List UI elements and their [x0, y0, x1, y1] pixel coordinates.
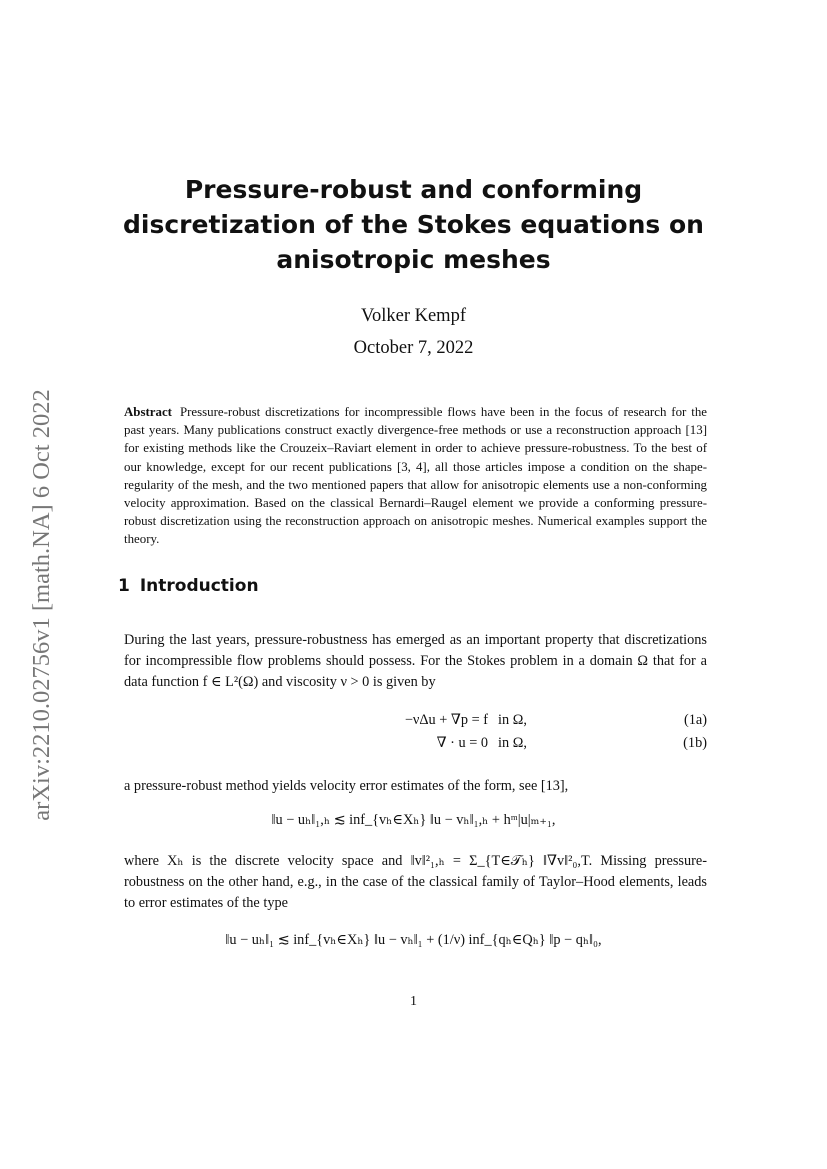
abstract-label: Abstract [124, 405, 172, 419]
equation-condition: in Ω, [498, 712, 527, 728]
author: Volker Kempf [361, 306, 466, 326]
equation: ‖u − uₕ‖₁,ₕ ≲ inf_{vₕ∈Xₕ} ‖u − vₕ‖₁,ₕ + hᵐ|u|ₘ₊₁, [271, 812, 556, 828]
section-number: 1 [118, 576, 130, 596]
abstract [124, 403, 707, 549]
equation-condition: in Ω, [498, 735, 527, 751]
title-line: anisotropic meshes [276, 245, 551, 274]
title-line: discretization of the Stokes equations on [123, 210, 704, 239]
section-heading [118, 576, 259, 596]
title-line: Pressure-robust and conforming [184, 175, 643, 204]
paragraph: During the last years, pressure-robustness has emerged as an important property that discretizations for incompressible flow problems should possess. For the Stokes problem in a domain Ω that for a data function f ∈ L²(Ω) and viscosity ν > 0 is given by [124, 632, 707, 690]
equation-lhs: ∇ · u = 0 [436, 735, 488, 751]
equation-label: (1a) [683, 712, 707, 728]
paragraph: where Xₕ is the discrete velocity space and ‖v‖²₁,ₕ = Σ_{T∈𝒯ₕ} ‖∇v‖²₀,T. Missing pressure-robustness on the other hand, e.g., in the case of the classical family of Taylor–Hood elements, leads to error estimates of the type [124, 853, 707, 911]
abstract-text: Pressure-robust discretizations for incompressible flows have been in the focus of research for the past years. Many publications construct exactly divergence-free methods or use a reconstruction approach [13] for existing methods like the Crouzeix–Raviart element in order to achieve pressure-robustness. To the best of our knowledge, except for our recent publications [3, 4], all those articles impose a condition on the shape-regularity of the mesh, and the two mentioned papers that allow for anisotropic elements use a non-conforming velocity approximation. Based on the classical Bernardi–Raugel element we provide a conforming pressure-robust discretization using the reconstruction approach on anisotropic meshes. Numerical examples support the theory. [124, 405, 707, 547]
paragraph: a pressure-robust method yields velocity error estimates of the form, see [13], [124, 778, 569, 794]
arxiv-identifier: arXiv:2210.02756v1 [math.NA] 6 Oct 2022 [28, 389, 55, 821]
section-title: Introduction [139, 576, 259, 596]
equation-label: (1b) [683, 735, 707, 751]
paper-title [0, 172, 827, 277]
date: October 7, 2022 [353, 338, 474, 358]
equation: ‖u − uₕ‖₁ ≲ inf_{vₕ∈Xₕ} ‖u − vₕ‖₁ + (1/ν) inf_{qₕ∈Qₕ} ‖p − qₕ‖₀, [225, 932, 602, 948]
equation-lhs: −νΔu + ∇p = f [404, 712, 488, 728]
page-number: 1 [410, 994, 417, 1009]
